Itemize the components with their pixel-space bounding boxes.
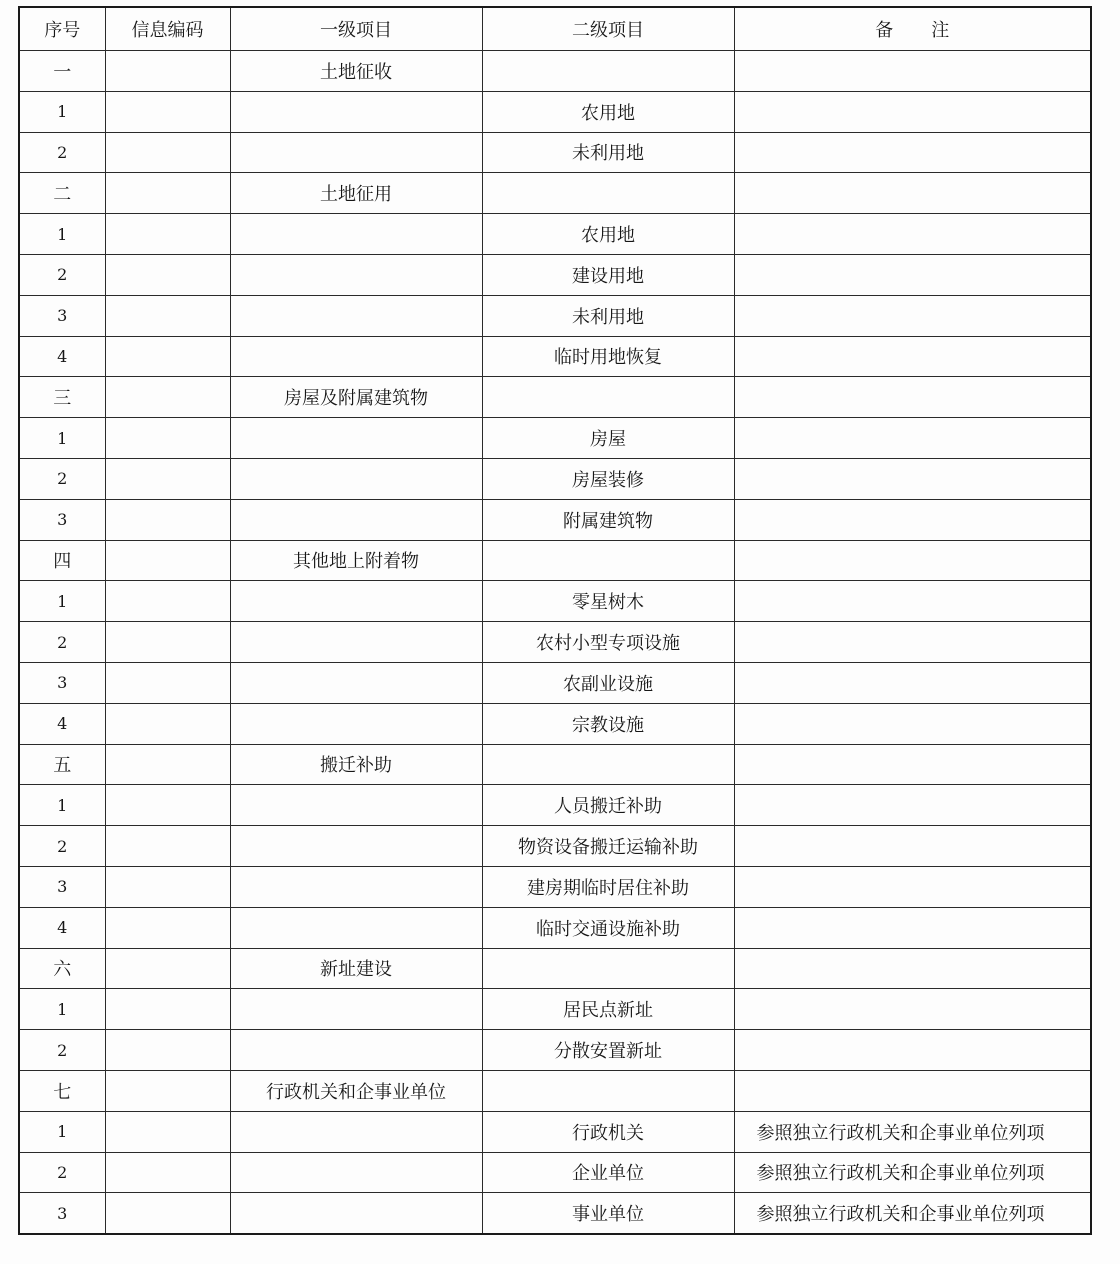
table-row [19, 173, 1091, 214]
cell-code [105, 499, 230, 540]
cell-level2: 未利用地 [482, 295, 734, 336]
header-code: 信息编码 [105, 7, 230, 51]
cell-remark [734, 744, 1091, 785]
cell-level2: 农副业设施 [482, 662, 734, 703]
cell-remark [734, 458, 1091, 499]
cell-level1 [230, 785, 482, 826]
cell-level1 [230, 907, 482, 948]
cell-level2: 分散安置新址 [482, 1030, 734, 1071]
cell-seq: 1 [19, 581, 105, 622]
cell-remark [734, 622, 1091, 663]
cell-remark [734, 581, 1091, 622]
cell-seq: 4 [19, 703, 105, 744]
table-row [19, 540, 1091, 581]
cell-level1 [230, 458, 482, 499]
cell-level2 [482, 377, 734, 418]
cell-seq: 1 [19, 785, 105, 826]
table-row [19, 214, 1091, 255]
cell-seq: 二 [19, 173, 105, 214]
cell-seq: 1 [19, 989, 105, 1030]
cell-code [105, 1193, 230, 1234]
cell-level2: 临时交通设施补助 [482, 907, 734, 948]
cell-level1 [230, 662, 482, 703]
cell-code [105, 132, 230, 173]
cell-level1 [230, 132, 482, 173]
cell-remark [734, 214, 1091, 255]
cell-level2: 建房期临时居住补助 [482, 866, 734, 907]
cell-seq: 五 [19, 744, 105, 785]
cell-level2: 农用地 [482, 214, 734, 255]
cell-remark [734, 1030, 1091, 1071]
cell-seq: 1 [19, 1111, 105, 1152]
cell-code [105, 377, 230, 418]
cell-level2 [482, 51, 734, 92]
cell-remark [734, 907, 1091, 948]
cell-remark [734, 785, 1091, 826]
cell-seq: 2 [19, 1152, 105, 1193]
cell-seq: 2 [19, 826, 105, 867]
cell-remark [734, 418, 1091, 459]
cell-level1: 其他地上附着物 [230, 540, 482, 581]
table-row [19, 295, 1091, 336]
table-row [19, 336, 1091, 377]
cell-remark [734, 662, 1091, 703]
cell-level1 [230, 295, 482, 336]
table-row [19, 458, 1091, 499]
cell-code [105, 1030, 230, 1071]
cell-level2: 农用地 [482, 91, 734, 132]
cell-remark [734, 1070, 1091, 1111]
project-table [18, 6, 1092, 1235]
cell-level1: 土地征用 [230, 173, 482, 214]
table-row [19, 744, 1091, 785]
table-row [19, 1152, 1091, 1193]
cell-code [105, 1152, 230, 1193]
cell-level1 [230, 91, 482, 132]
cell-level1 [230, 418, 482, 459]
cell-seq: 3 [19, 1193, 105, 1234]
cell-code [105, 1070, 230, 1111]
cell-seq: 1 [19, 418, 105, 459]
cell-level2 [482, 744, 734, 785]
table-row [19, 132, 1091, 173]
cell-seq: 2 [19, 254, 105, 295]
cell-code [105, 418, 230, 459]
cell-remark [734, 989, 1091, 1030]
cell-code [105, 295, 230, 336]
table-row [19, 703, 1091, 744]
header-level1: 一级项目 [230, 7, 482, 51]
cell-remark [734, 336, 1091, 377]
cell-seq: 2 [19, 132, 105, 173]
cell-code [105, 662, 230, 703]
cell-level2: 农村小型专项设施 [482, 622, 734, 663]
cell-level1 [230, 866, 482, 907]
cell-level2: 建设用地 [482, 254, 734, 295]
cell-level1 [230, 581, 482, 622]
cell-seq: 四 [19, 540, 105, 581]
cell-remark [734, 295, 1091, 336]
cell-remark [734, 948, 1091, 989]
cell-level2: 宗教设施 [482, 703, 734, 744]
header-level2: 二级项目 [482, 7, 734, 51]
cell-level2: 居民点新址 [482, 989, 734, 1030]
cell-level2: 物资设备搬迁运输补助 [482, 826, 734, 867]
table-row [19, 1111, 1091, 1152]
table-row [19, 377, 1091, 418]
cell-code [105, 826, 230, 867]
cell-code [105, 581, 230, 622]
cell-level1 [230, 254, 482, 295]
cell-level1 [230, 826, 482, 867]
cell-level2: 房屋装修 [482, 458, 734, 499]
table-row [19, 1193, 1091, 1234]
cell-level1 [230, 1030, 482, 1071]
cell-code [105, 907, 230, 948]
cell-level2: 事业单位 [482, 1193, 734, 1234]
cell-seq: 一 [19, 51, 105, 92]
cell-code [105, 744, 230, 785]
table-body [19, 51, 1091, 1235]
cell-level2 [482, 173, 734, 214]
cell-code [105, 214, 230, 255]
cell-seq: 七 [19, 1070, 105, 1111]
table-row [19, 254, 1091, 295]
cell-seq: 三 [19, 377, 105, 418]
cell-level2: 未利用地 [482, 132, 734, 173]
cell-code [105, 336, 230, 377]
cell-level1: 房屋及附属建筑物 [230, 377, 482, 418]
cell-level1: 新址建设 [230, 948, 482, 989]
header-seq: 序号 [19, 7, 105, 51]
cell-remark: 参照独立行政机关和企事业单位列项 [734, 1152, 1091, 1193]
cell-code [105, 948, 230, 989]
cell-remark [734, 173, 1091, 214]
cell-level2 [482, 948, 734, 989]
cell-code [105, 989, 230, 1030]
table-row [19, 826, 1091, 867]
table-row [19, 418, 1091, 459]
table-row [19, 785, 1091, 826]
cell-level2 [482, 1070, 734, 1111]
cell-seq: 4 [19, 907, 105, 948]
cell-level1 [230, 989, 482, 1030]
cell-code [105, 458, 230, 499]
cell-level1: 行政机关和企事业单位 [230, 1070, 482, 1111]
header-row [19, 7, 1091, 51]
cell-code [105, 51, 230, 92]
table-row [19, 91, 1091, 132]
cell-level1 [230, 703, 482, 744]
table-row [19, 866, 1091, 907]
cell-seq: 2 [19, 622, 105, 663]
cell-level1: 土地征收 [230, 51, 482, 92]
cell-seq: 2 [19, 1030, 105, 1071]
cell-remark [734, 499, 1091, 540]
cell-remark [734, 377, 1091, 418]
cell-remark [734, 254, 1091, 295]
table-row [19, 1030, 1091, 1071]
table-row [19, 51, 1091, 92]
cell-seq: 3 [19, 499, 105, 540]
cell-level2: 行政机关 [482, 1111, 734, 1152]
cell-remark [734, 91, 1091, 132]
table-row [19, 499, 1091, 540]
cell-level2: 企业单位 [482, 1152, 734, 1193]
cell-seq: 3 [19, 662, 105, 703]
cell-level2: 附属建筑物 [482, 499, 734, 540]
table-row [19, 948, 1091, 989]
cell-code [105, 91, 230, 132]
cell-code [105, 1111, 230, 1152]
cell-remark [734, 540, 1091, 581]
cell-level2: 零星树木 [482, 581, 734, 622]
cell-seq: 2 [19, 458, 105, 499]
cell-remark [734, 866, 1091, 907]
table-row [19, 622, 1091, 663]
cell-code [105, 703, 230, 744]
cell-level2 [482, 540, 734, 581]
cell-code [105, 622, 230, 663]
cell-remark [734, 826, 1091, 867]
cell-seq: 3 [19, 295, 105, 336]
cell-seq: 3 [19, 866, 105, 907]
cell-remark: 参照独立行政机关和企事业单位列项 [734, 1193, 1091, 1234]
cell-code [105, 173, 230, 214]
cell-seq: 1 [19, 91, 105, 132]
cell-remark [734, 51, 1091, 92]
cell-level1 [230, 622, 482, 663]
cell-remark [734, 132, 1091, 173]
cell-level2: 房屋 [482, 418, 734, 459]
cell-code [105, 254, 230, 295]
cell-level1 [230, 336, 482, 377]
cell-level1: 搬迁补助 [230, 744, 482, 785]
cell-seq: 六 [19, 948, 105, 989]
cell-code [105, 785, 230, 826]
cell-code [105, 866, 230, 907]
cell-seq: 1 [19, 214, 105, 255]
cell-level1 [230, 1152, 482, 1193]
cell-remark: 参照独立行政机关和企事业单位列项 [734, 1111, 1091, 1152]
table-row [19, 989, 1091, 1030]
cell-remark [734, 703, 1091, 744]
cell-code [105, 540, 230, 581]
table-row [19, 581, 1091, 622]
cell-seq: 4 [19, 336, 105, 377]
cell-level2: 人员搬迁补助 [482, 785, 734, 826]
cell-level1 [230, 214, 482, 255]
table-row [19, 907, 1091, 948]
table-row [19, 662, 1091, 703]
cell-level1 [230, 499, 482, 540]
table-row [19, 1070, 1091, 1111]
cell-level2: 临时用地恢复 [482, 336, 734, 377]
header-remark: 备注 [734, 7, 1091, 51]
cell-level1 [230, 1111, 482, 1152]
cell-level1 [230, 1193, 482, 1234]
